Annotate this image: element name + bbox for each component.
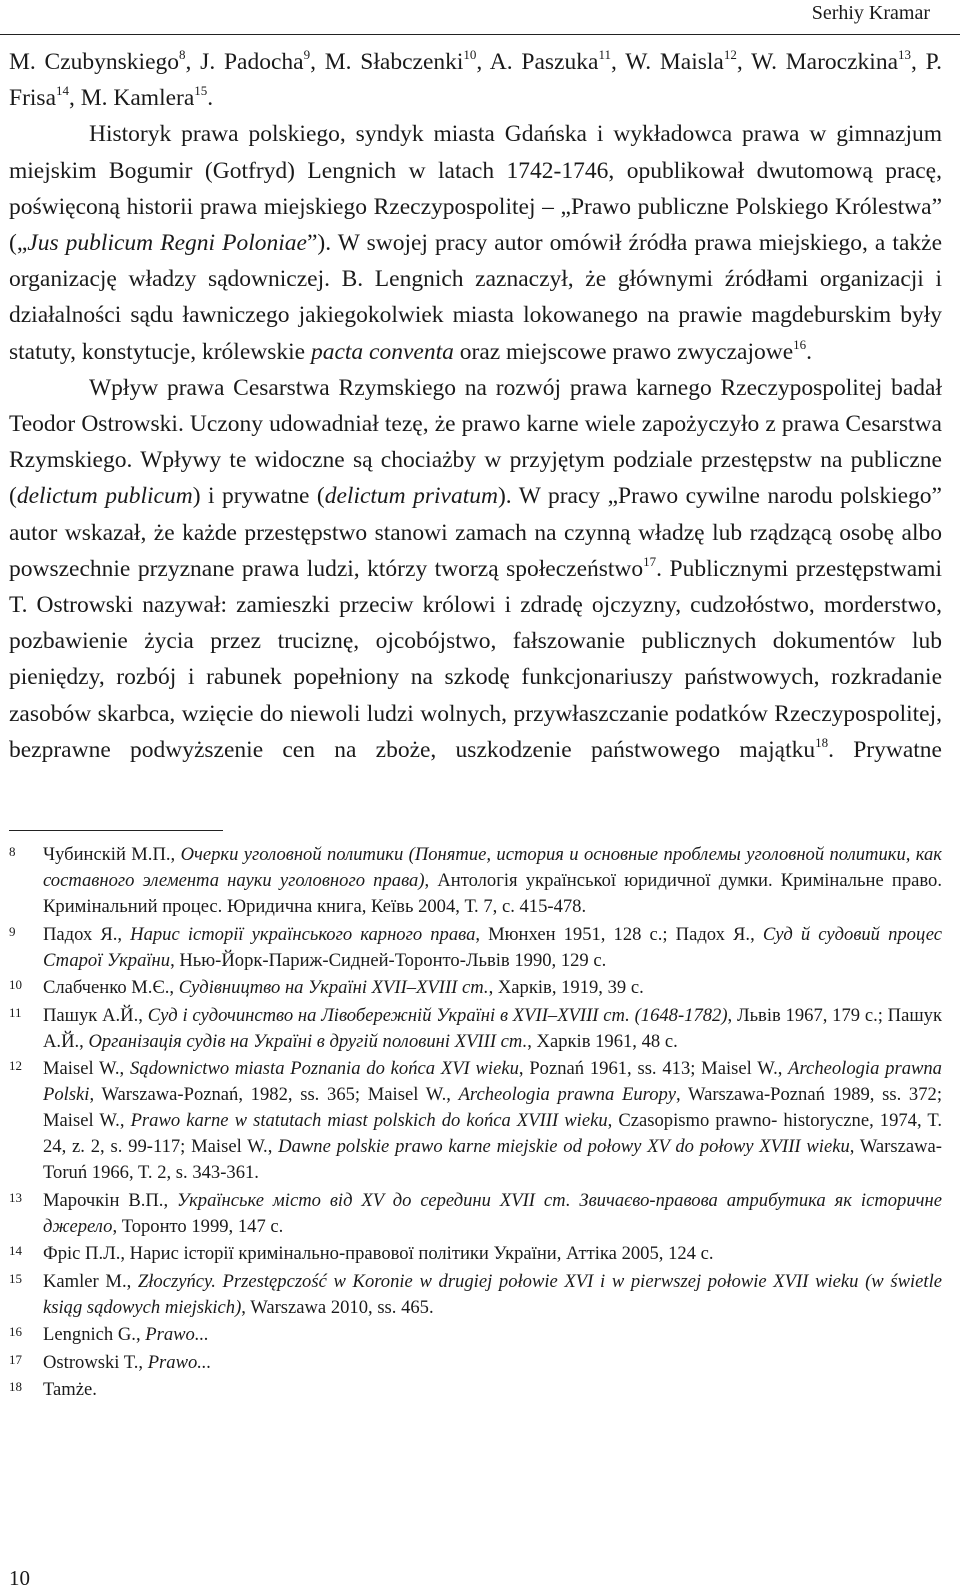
text-run: Падох Я., xyxy=(43,923,131,945)
text-run: Чубинскій М.П., xyxy=(43,844,181,865)
footnote-ref: 17 xyxy=(643,554,657,570)
footnote-ref: 16 xyxy=(793,336,807,352)
footnote-17 xyxy=(9,1350,942,1376)
text-run: . Prywatne xyxy=(828,736,942,763)
footnote-number: 18 xyxy=(9,1379,22,1394)
text-run: Wpływ prawa Cesarstwa Rzymskiego na rozwój prawa karnego Rzeczypospolitej badał Teodor Ostrowski. Uczony udowadniał tezę, że prawo karne wiele zapożyczyło z prawa Cesarstwa Rzymskiego. Wpływy te widoczne są chociażby w przyjętym podziale przestępstw na publiczne ( xyxy=(9,374,942,510)
italic-text: Суд і судочинство на Лівобережній Україні в XVII–XVIII ст. (1648-1782) xyxy=(147,1004,728,1026)
footnote-number: 14 xyxy=(9,1243,22,1258)
footnote-9 xyxy=(9,922,942,974)
italic-text: Jus publicum Regni Poloniae xyxy=(27,230,307,257)
text-run: Пашук А.Й., xyxy=(43,1004,148,1026)
italic-text: Prawo karne w statutach miast polskich do końca XVIII wieku xyxy=(130,1110,608,1131)
text-run: Марочкін В.П., xyxy=(43,1189,178,1211)
italic-text: Dawne polskie prawo karne miejskie od połowy XV do połowy XVIII wieku xyxy=(278,1136,850,1157)
running-header xyxy=(0,0,960,35)
footnote-18 xyxy=(9,1377,942,1403)
italic-text: Sądownictwo miasta Poznania do końca XVI wieku xyxy=(129,1058,519,1079)
main-text xyxy=(9,44,942,768)
footnote-ref: 11 xyxy=(598,47,611,63)
footnote-ref: 14 xyxy=(56,83,69,99)
text-run: , A. Paszuka xyxy=(476,49,599,75)
text-run: Слабченко М.Є., xyxy=(43,977,179,998)
text-run: ). W pracy „Prawo cywilne narodu polskiego” autor wskazał, że każde przestępstwo stanowi zamach na czynną władzę lub rządzącą osobę albo powszechnie przyznane prawa ludzi, którzy tworzą społeczeństwo xyxy=(9,483,942,582)
paragraph xyxy=(9,370,942,768)
text-run: , Warszawa-Toruń 1966, T. 2, s. 343-361. xyxy=(43,1136,942,1183)
footnote-number: 10 xyxy=(9,977,22,992)
text-run: ”). W swojej pracy autor omówił źródła prawa miejskiego, a także organizację władzy sądowniczej. B. Lengnich zaznaczył, że głównymi źródłami organizacji i działalności sądu ławniczego jakiegokolwiek miasta lokowanego na prawie magdeburskim były statuty, konstytucje, królewskie xyxy=(9,230,943,365)
text-run: , Антологія української юридичної думки. Кримінальне право. Кримінальний процес. Юридична книга, Кеївь 2004, Т. 7, с. 415-478. xyxy=(43,870,942,917)
text-run: , Мюнхен 1951, 128 с.; Падох Я., xyxy=(475,923,763,945)
text-run: Kamler M., xyxy=(43,1270,138,1292)
footnote-15 xyxy=(9,1269,942,1321)
footnotes xyxy=(9,842,942,1405)
text-run: , Warszawa 2010, ss. 465. xyxy=(241,1296,434,1318)
text-run: , Харків, 1919, 39 с. xyxy=(488,977,644,998)
italic-text: Prawo... xyxy=(145,1324,209,1345)
text-run: , Нью-Йорк-Париж-Сидней-Торонто-Львів 1990, 129 с. xyxy=(170,949,607,971)
italic-text: Судівництво на Україні XVII–XVIII ст. xyxy=(178,977,489,998)
text-run: , W. Maisla xyxy=(610,49,724,75)
footnote-11 xyxy=(9,1003,942,1055)
paragraph xyxy=(9,116,942,369)
text-run: , Львів 1967, 179 с.; Пашук А.Й., xyxy=(43,1004,942,1052)
text-run: , M. Słabczenki xyxy=(310,49,464,75)
italic-text: Українське місто від XV до середини XVII ст. Звичаєво-правова атрибутика як історичне джерело xyxy=(43,1189,942,1237)
footnote-ref: 9 xyxy=(303,47,311,63)
text-run: , Czasopismo prawno- historyczne, 1974, T. 24, z. 2, s. 99-117; Maisel W., xyxy=(43,1110,942,1157)
text-run: Lengnich G., xyxy=(43,1324,146,1345)
text-run: . xyxy=(207,85,214,112)
text-run: , Poznań 1961, ss. 413; Maisel W., xyxy=(518,1058,789,1079)
footnote-ref: 8 xyxy=(179,47,186,63)
italic-text: Prawo... xyxy=(147,1351,212,1373)
italic-text: Очерки уголовной политики (Понятие, история и основные проблемы уголовной политики, как составного элемента науки уголовного права) xyxy=(43,844,943,891)
footnote-number: 12 xyxy=(9,1058,22,1073)
footnote-10 xyxy=(9,975,942,1001)
footnote-number: 11 xyxy=(9,1004,22,1020)
text-run: , Харків 1961, 48 с. xyxy=(527,1030,678,1052)
paragraph xyxy=(9,44,942,116)
footnote-separator xyxy=(9,830,223,831)
footnote-16 xyxy=(9,1322,942,1348)
text-run: . xyxy=(806,338,813,365)
italic-text: Організація судів на Україні в другій половині XVIII ст. xyxy=(88,1030,528,1052)
italic-text: Archeologia prawna Polski xyxy=(43,1058,942,1105)
footnote-number: 8 xyxy=(9,844,16,859)
text-run: , W. Maroczkina xyxy=(736,49,898,75)
italic-text: Нарис історії українського карного права xyxy=(130,923,476,945)
text-run: Tamże. xyxy=(43,1379,97,1400)
text-run: Maisel W., xyxy=(43,1058,130,1079)
footnote-13 xyxy=(9,1188,942,1240)
text-run: , Warszawa-Poznań 1989, ss. 372; Maisel W., xyxy=(43,1084,942,1131)
italic-text: delictum publicum xyxy=(16,483,193,510)
text-run: ) i prywatne ( xyxy=(192,483,325,510)
text-run: , P. Frisa xyxy=(9,49,942,112)
footnote-12 xyxy=(9,1056,942,1186)
footnote-ref: 13 xyxy=(898,47,911,63)
text-run: , M. Kamlera xyxy=(69,85,195,112)
footnote-ref: 15 xyxy=(194,83,208,99)
text-run: , J. Padocha xyxy=(185,49,304,75)
text-run: oraz miejscowe prawo zwyczajowe xyxy=(453,338,794,365)
italic-text: Archeologia prawna Europy xyxy=(458,1084,677,1105)
footnote-8 xyxy=(9,842,942,920)
text-run: Фріс П.Л., Нарис історії кримінально-правової політики України, Аттіка 2005, 124 с. xyxy=(43,1243,714,1264)
text-run: . Publicznymi przestępstwami T. Ostrowski nazywał: zamieszki przeciw królowi i zdradę ojczyzny, cudzołóstwo, morderstwo, pozbawienie życia przez truciznę, ojcobójstwo, fałszowanie publicznych dokumentów lub pieniędzy, rozbój i rabunek popełniony na szkodę funkcjonariuszy państwowych, rozkradanie zasobów skarbca, wzięcie do niewoli ludzi wolnych, przywłaszczanie podatków Rzeczypospolitej, bezprawne podwyższenie cen na zboże, uszkodzenie państwowego majątku xyxy=(9,555,942,763)
text-run: Historyk prawa polskiego, syndyk miasta Gdańska i wykładowca prawa w gimnazjum miejskim Bogumir (Gotfryd) Lengnich w latach 1742-1746, opublikował dwutomową pracę, poświęconą historii prawa miejskiego Rzeczypospolitej – „Prawo publiczne Polskiego Królestwa” („ xyxy=(9,121,942,257)
footnote-ref: 12 xyxy=(723,47,737,63)
text-run: M. Czubynskiego xyxy=(9,49,180,75)
italic-text: pacta conventa xyxy=(310,338,454,365)
footnote-14 xyxy=(9,1241,942,1267)
footnote-ref: 18 xyxy=(815,735,829,751)
text-run: , Warszawa-Poznań, 1982, ss. 365; Maisel W., xyxy=(89,1084,459,1105)
page-number: 10 xyxy=(9,1566,30,1590)
footnote-ref: 10 xyxy=(463,47,477,63)
italic-text: Суд й судовий процес Старої України xyxy=(43,923,942,971)
italic-text: Złoczyńcy. Przestępczość w Koronie w drugiej połowie XVI i w pierwszej połowie XVII wieku (w świetle ksiąg sądowych miejskich) xyxy=(43,1270,942,1318)
header-author: Serhiy Kramar xyxy=(811,2,930,24)
italic-text: delictum privatum xyxy=(324,483,498,510)
text-run: , Торонто 1999, 147 с. xyxy=(112,1215,284,1237)
footnote-number: 16 xyxy=(9,1324,22,1339)
footnote-number: 9 xyxy=(9,923,16,939)
text-run: Ostrowski T., xyxy=(43,1351,148,1373)
footnote-number: 17 xyxy=(9,1351,22,1367)
footnote-number: 15 xyxy=(9,1270,22,1286)
footnote-number: 13 xyxy=(9,1189,22,1205)
